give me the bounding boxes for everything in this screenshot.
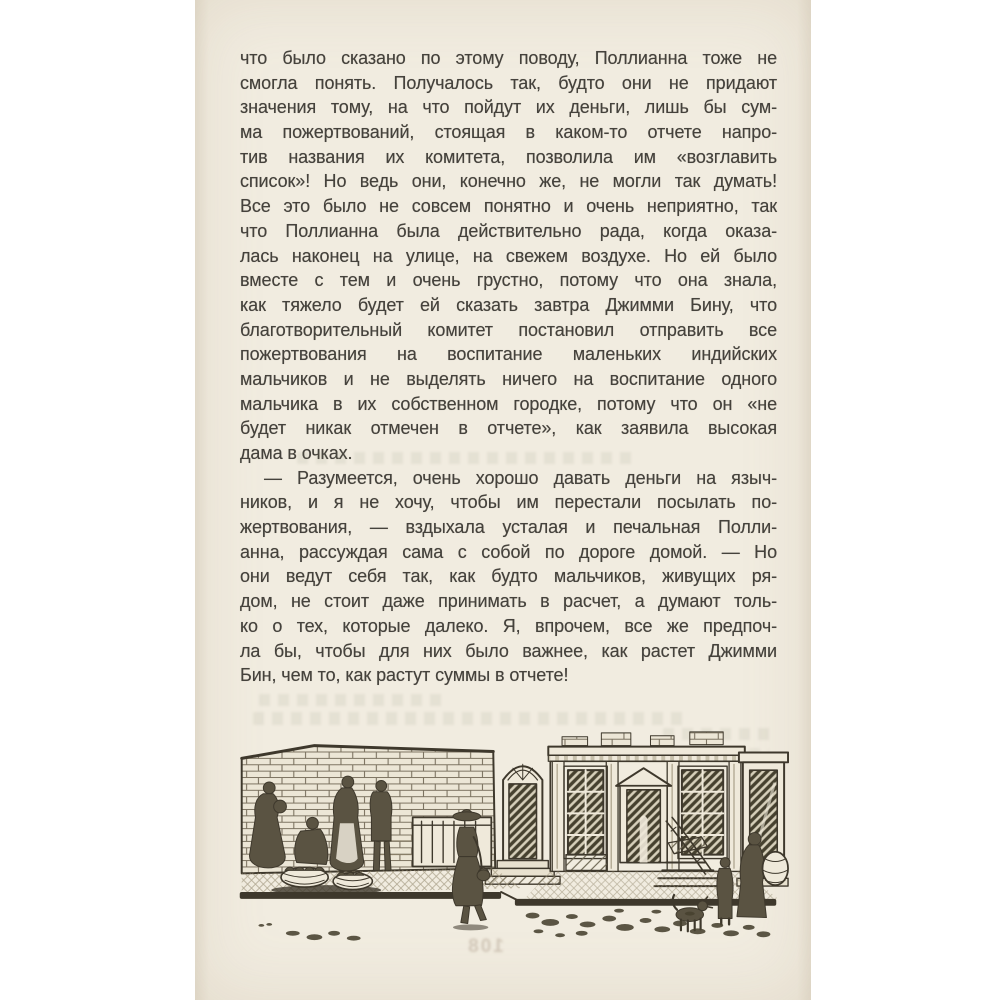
street-scene-illustration xyxy=(227,723,789,949)
text-line: вместе с тем и очень грустно, потому что она знала, xyxy=(240,270,777,291)
text-line: анна, рассуждая сама с собой по дороге домой. — Но xyxy=(240,541,777,562)
text-line: что Поллианна была действительно рада, когда оказа- xyxy=(240,220,777,241)
text-line: список»! Но ведь они, конечно же, не могли так думать! xyxy=(240,171,777,192)
bleed-through-smudge xyxy=(297,452,635,464)
text-line: ла бы, чтобы для них было важнее, как растет Джимми xyxy=(240,640,777,661)
text-line: Бин, чем то, как растут суммы в отчете! xyxy=(240,665,569,686)
text-line: — Разумеется, очень хорошо давать деньги на языч- xyxy=(264,467,777,488)
text-line: что было сказано по этому поводу, Поллианна тоже не xyxy=(240,48,777,68)
bleed-through-smudge xyxy=(259,694,445,706)
text-line: дом, не стоит даже принимать в расчет, а думают толь- xyxy=(240,591,777,612)
text-line: жертвования, — вздыхала усталая и печальная Полли- xyxy=(240,517,777,538)
text-line: ма пожертвований, стоящая в каком-то отчете напро- xyxy=(240,122,777,143)
text-line: ников, и я не хочу, чтобы им перестали посылать по- xyxy=(240,492,777,513)
text-line: мальчика в их собственном городке, потому что он «не xyxy=(240,393,777,414)
text-line: пожертвования на воспитание маленьких индийских xyxy=(240,344,777,365)
text-line: лась наконец на улице, на свежем воздухе. Но ей было xyxy=(240,245,777,266)
text-line: смогла понять. Получалось так, будто они не придают xyxy=(240,72,777,93)
text-line: тив названия их комитета, позволила им «возглавить xyxy=(240,146,777,167)
text-line: как тяжело будет ей сказать завтра Джимми Бину, что xyxy=(240,294,777,315)
text-line: благотворительный комитет постановил отправить все xyxy=(240,319,777,340)
bleedthrough-page-number: 108 xyxy=(466,936,504,957)
book-page xyxy=(195,0,811,1000)
text-line: они ведут себя так, как будто мальчиков, живущих ря- xyxy=(240,566,777,587)
text-line: Все это было не совсем понятно и очень неприятно, так xyxy=(240,196,777,217)
page-text xyxy=(240,46,777,688)
text-line: будет никак отмечен в отчете», как заявила высокая xyxy=(240,418,777,439)
text-line: значения тому, на что пойдут их деньги, лишь бы сум- xyxy=(240,97,777,118)
text-line: мальчиков и не выделять ничего на воспитание одного xyxy=(240,368,777,389)
text-line: дама в очках. xyxy=(240,443,353,463)
text-line: ко о тех, которые далеко. Я, впрочем, все же предпоч- xyxy=(240,615,777,636)
